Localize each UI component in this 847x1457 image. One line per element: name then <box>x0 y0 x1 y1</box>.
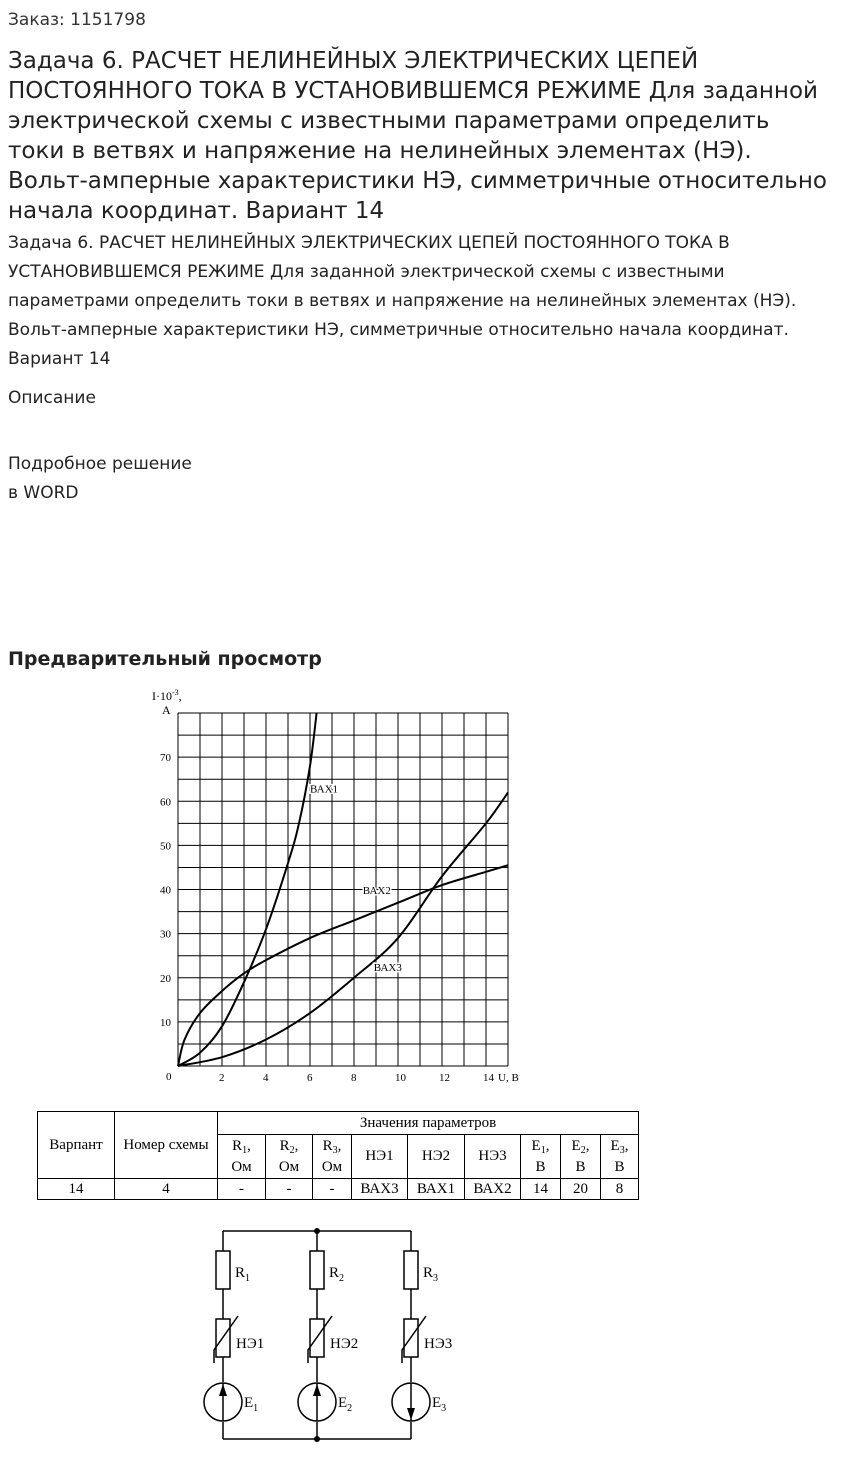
order-number: Заказ: 1151798 <box>8 10 146 30</box>
ne-label: НЭ3 <box>424 1336 453 1352</box>
x-tick-label: 10 <box>395 1072 406 1084</box>
series-line-vax3 <box>178 792 508 1066</box>
series-label-vax2: ВАХ2 <box>362 884 391 897</box>
source-label: $E_1$ <box>244 1395 259 1414</box>
solution-note <box>8 450 192 508</box>
param-value-cell: - <box>266 1179 313 1200</box>
y-tick-label: 30 <box>160 928 171 941</box>
x-tick-label: 8 <box>351 1072 357 1084</box>
resistor-r1 <box>216 1251 230 1289</box>
y-tick-label: 50 <box>160 840 171 853</box>
branch-3 <box>392 1231 452 1439</box>
y-tick-label: 20 <box>160 972 171 985</box>
variant-header: Варпант <box>38 1112 115 1179</box>
param-value-cell: 14 <box>521 1179 561 1200</box>
solution-line-1: Подробное решение <box>8 454 192 474</box>
param-value-cell: - <box>313 1179 352 1200</box>
scheme-header: Номер схемы <box>115 1112 218 1179</box>
x-tick-label: 4 <box>263 1072 269 1084</box>
resistor-r2 <box>310 1251 324 1289</box>
param-value-cell: - <box>218 1179 266 1200</box>
param-col-header: $E_3$, В <box>601 1135 639 1179</box>
param-value-cell: 14 <box>38 1179 115 1200</box>
x-tick-label: 2 <box>219 1072 225 1084</box>
series-label-vax1: ВАХ1 <box>310 783 339 796</box>
source-label: $E_2$ <box>338 1395 353 1414</box>
param-value-cell: ВАХ3 <box>352 1179 408 1200</box>
circuit-diagram <box>190 1222 490 1452</box>
task-text: Задача 6. РАСЧЕТ НЕЛИНЕЙНЫХ ЭЛЕКТРИЧЕСКИХ ЦЕПЕЙ ПОСТОЯННОГО ТОКА В УСТАНОВИВШЕМСЯ РЕЖИМЕ Для заданной электрической схемы с известными параметрами определить токи в ветвях и напряжение на нелинейных элементах (НЭ). Вольт-амперные характеристики НЭ, симметричные относительно начала координат. Вариант 14 <box>8 233 797 369</box>
param-value-cell: 20 <box>561 1179 601 1200</box>
vax-chart <box>140 680 540 1090</box>
param-col-header: $R_2$, Ом <box>266 1135 313 1179</box>
resistor-label: $R_1$ <box>235 1265 251 1284</box>
source-label: $E_3$ <box>432 1395 447 1414</box>
param-value-cell: 4 <box>115 1179 218 1200</box>
y-tick-label: 70 <box>160 752 171 765</box>
y-tick-label: 60 <box>160 796 171 809</box>
chart-grid <box>178 713 508 1066</box>
param-col-header: НЭ3 <box>465 1135 521 1179</box>
origin-label: 0 <box>166 1071 172 1083</box>
ne-label: НЭ2 <box>330 1336 359 1352</box>
param-value-cell: ВАХ1 <box>408 1179 465 1200</box>
param-col-header: НЭ2 <box>408 1135 465 1179</box>
branch-2 <box>298 1231 358 1439</box>
resistor-label: $R_2$ <box>329 1265 345 1284</box>
ne-label: НЭ1 <box>236 1336 265 1352</box>
series-label-vax3: ВАХ3 <box>373 962 402 975</box>
param-value-cell: ВАХ2 <box>465 1179 521 1200</box>
x-axis-label: U, В <box>498 1072 519 1084</box>
x-tick-label: 14 <box>483 1072 494 1084</box>
y-tick-label: 10 <box>160 1016 171 1029</box>
y-tick-label: 40 <box>160 884 171 897</box>
y-axis-label: $I\cdot 10^{-3}$, <box>152 688 182 703</box>
solution-line-2: в WORD <box>8 483 79 503</box>
x-tick-label: 12 <box>439 1072 450 1084</box>
param-value-cell: 8 <box>601 1179 639 1200</box>
parameters-table <box>37 1111 639 1200</box>
param-col-header: НЭ1 <box>352 1135 408 1179</box>
x-tick-label: 6 <box>307 1072 313 1084</box>
series-line-vax2 <box>178 865 508 1066</box>
chart-ticks <box>160 752 495 1084</box>
page-title: Задача 6. РАСЧЕТ НЕЛИНЕЙНЫХ ЭЛЕКТРИЧЕСКИХ ЦЕПЕЙ ПОСТОЯННОГО ТОКА В УСТАНОВИВШЕМСЯ РЕЖИМЕ Для заданной электрической схемы с известными параметрами определить токи в ветвях и напряжение на нелинейных элементах (НЭ). Вольт-амперные характеристики НЭ, симметричные относительно начала координат. Вариант 14 <box>8 48 827 224</box>
param-col-header: $E_1$, В <box>521 1135 561 1179</box>
branch-1 <box>204 1231 264 1439</box>
params-header: Значения параметров <box>218 1112 639 1135</box>
resistor-r3 <box>404 1251 418 1289</box>
param-col-header: $E_2$, В <box>561 1135 601 1179</box>
param-col-header: $R_3$, Ом <box>313 1135 352 1179</box>
y-axis-label-unit: А <box>162 703 171 717</box>
param-col-header: $R_1$, Ом <box>218 1135 266 1179</box>
preview-heading: Предварительный просмотр <box>8 648 322 670</box>
description-label: Описание <box>8 388 96 408</box>
resistor-label: $R_3$ <box>423 1265 439 1284</box>
